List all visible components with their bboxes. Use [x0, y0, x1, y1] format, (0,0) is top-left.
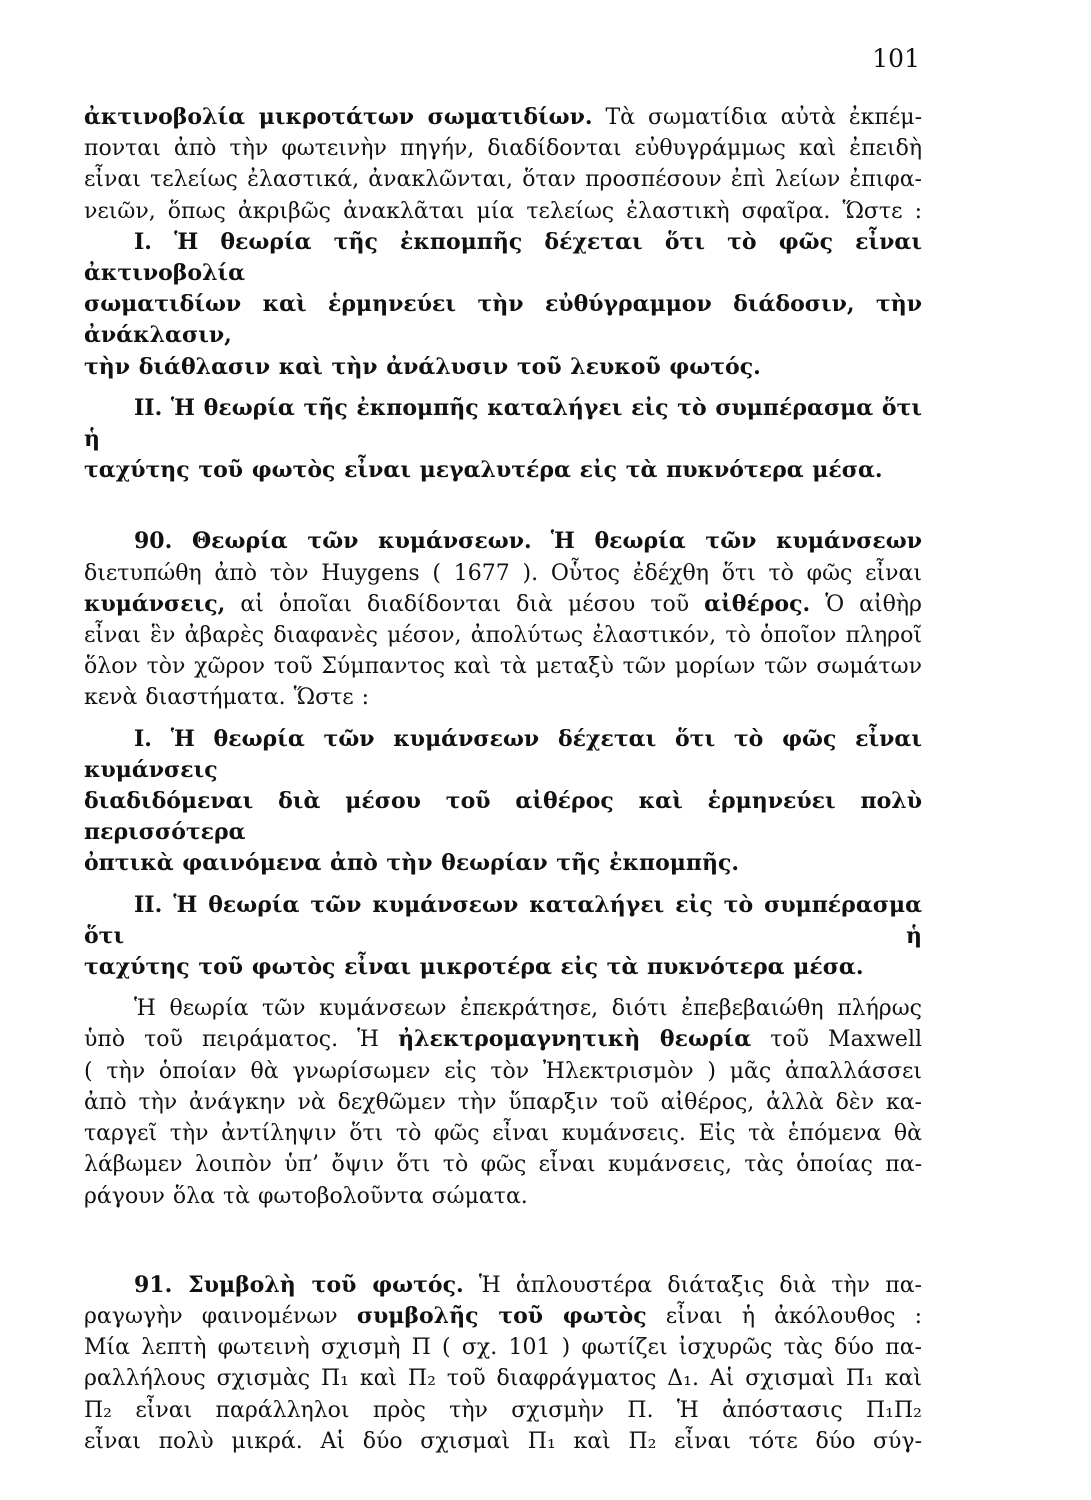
text-line: εἶναι τελείως ἐλαστικά, ἀνακλῶνται, ὅταν προσπέσουν ἐπὶ λείων ἐπιφα- [84, 167, 922, 193]
page-text [84, 102, 922, 1457]
text-line: πονται ἀπὸ τὴν φωτεινὴν πηγήν, διαδίδονται εὐθυγράμμως καὶ ἐπειδὴ [84, 136, 922, 162]
emission-point-1-line: σωματιδίων καὶ ἑρμηνεύει τὴν εὐθύγραμμον διάδοσιν, τὴν ἀνάκλασιν, [84, 291, 922, 349]
text-line: ἀκτινοβολία μικροτάτων σωματιδίων. Τὰ σωματίδια αὐτὰ ἐκπέμ- [84, 104, 922, 130]
section-heading: 91. Συμβολὴ τοῦ φωτός. [134, 1271, 464, 1298]
bold-term: κυμάνσεις, [84, 590, 226, 617]
text-line: κενὰ διαστήματα. Ὥστε : [84, 685, 370, 711]
emission-point-1-line: Ι. Ἡ θεωρία τῆς ἐκπομπῆς δέχεται ὅτι τὸ φῶς εἶναι ἀκτινοβολία [84, 228, 922, 287]
text-line: εἶναι πολὺ μικρά. Αἱ δύο σχισμαὶ Π₁ καὶ Π₂ εἶναι τότε δύο σύγ- [84, 1428, 922, 1454]
text-line: λάβωμεν λοιπὸν ὑπ’ ὄψιν ὅτι τὸ φῶς εἶναι κυμάνσεις, τὰς ὁποίας πα- [84, 1152, 922, 1178]
section-heading: 90. Θεωρία τῶν κυμάνσεων. [134, 528, 532, 555]
bold-term: ἀκτινοβολία μικροτάτων σωματιδίων. [84, 104, 593, 130]
text-line: Ἡ θεωρία τῶν κυμάνσεων ἐπεκράτησε, διότι ἐπεβεβαιώθη πλήρως [134, 996, 922, 1022]
wave-point-2-line: ταχύτης τοῦ φωτὸς εἶναι μικροτέρα εἰς τὰ πυκνότερα μέσα. [84, 954, 864, 981]
text-line: εἶναι ἓν ἀβαρὲς διαφανὲς μέσον, ἀπολύτως ἐλαστικόν, τὸ ὁποῖον πληροῖ [84, 623, 922, 649]
text-line: Μία λεπτὴ φωτεινὴ σχισμὴ Π ( σχ. 101 ) φωτίζει ἰσχυρῶς τὰς δύο πα- [84, 1335, 922, 1361]
text-line: κυμάνσεις, αἱ ὁποῖαι διαδίδονται διὰ μέσου τοῦ αἰθέρος. Ὁ αἰθὴρ [84, 590, 922, 617]
text-line: ραλλήλους σχισμὰς Π₁ καὶ Π₂ τοῦ διαφράγματος Δ₁. Αἱ σχισμαὶ Π₁ καὶ [84, 1366, 922, 1392]
section-90-heading-line: 90. Θεωρία τῶν κυμάνσεων. Ἡ θεωρία τῶν κυμάνσεων [134, 528, 923, 555]
text-line: ραγωγὴν φαινομένων συμβολῆς τοῦ φωτὸς εἶναι ἡ ἀκόλουθος : [84, 1302, 922, 1329]
text-line: ταργεῖ τὴν ἀντίληψιν ὅτι τὸ φῶς εἶναι κυμάνσεις. Εἰς τὰ ἑπόμενα θὰ [84, 1121, 922, 1147]
wave-point-1-line: ὀπτικὰ φαινόμενα ἀπὸ τὴν θεωρίαν τῆς ἐκπομπῆς. [84, 850, 740, 877]
text-line: ἀπὸ τὴν ἀνάγκην νὰ δεχθῶμεν τὴν ὕπαρξιν τοῦ αἰθέρος, ἀλλὰ δὲν κα- [84, 1089, 922, 1115]
bold-term: ἠλεκτρομαγνητικὴ θεωρία [398, 1026, 752, 1053]
emission-point-2-line: ΙΙ. Ἡ θεωρία τῆς ἐκπομπῆς καταλήγει εἰς τὸ συμπέρασμα ὅτι ἡ [84, 394, 922, 453]
emission-point-1-line: τὴν διάθλασιν καὶ τὴν ἀνάλυσιν τοῦ λευκοῦ φωτός. [84, 353, 761, 380]
emission-point-2-line: ταχύτης τοῦ φωτὸς εἶναι μεγαλυτέρα εἰς τὰ πυκνότερα μέσα. [84, 457, 883, 484]
text-line: ὅλον τὸν χῶρον τοῦ Σύμπαντος καὶ τὰ μεταξὺ τῶν μορίων τῶν σωμάτων [84, 654, 922, 680]
text-line: νειῶν, ὅπως ἀκριβῶς ἀνακλᾶται μία τελείως ἐλαστικὴ σφαῖρα. Ὥστε : [84, 198, 922, 224]
page-number: 101 [872, 44, 920, 73]
section-91-heading-line: 91. Συμβολὴ τοῦ φωτός. Ἡ ἁπλουστέρα διάταξις διὰ τὴν πα- [134, 1271, 922, 1298]
wave-point-1-line: διαδιδόμεναι διὰ μέσου τοῦ αἰθέρος καὶ ἑρμηνεύει πολὺ περισσότερα [84, 788, 922, 846]
text-line: διετυπώθη ἀπὸ τὸν Huygens ( 1677 ). Οὗτος ἐδέχθη ὅτι τὸ φῶς εἶναι [84, 560, 922, 586]
text-line: Π₂ εἶναι παράλληλοι πρὸς τὴν σχισμὴν Π. Ἡ ἀπόστασις Π₁Π₂ [84, 1397, 922, 1423]
wave-point-2-line: ΙΙ. Ἡ θεωρία τῶν κυμάνσεων καταλήγει εἰς τὸ συμπέρασμα ὅτι ἡ [84, 891, 922, 949]
bold-term: συμβολῆς τοῦ φωτὸς [356, 1302, 647, 1329]
text-line: ράγουν ὅλα τὰ φωτοβολοῦντα σώματα. [84, 1183, 528, 1209]
text-line: ( τὴν ὁποίαν θὰ γνωρίσωμεν εἰς τὸν Ἠλεκτρισμὸν ) μᾶς ἀπαλλάσσει [84, 1058, 922, 1084]
bold-term: αἰθέρος. [704, 590, 811, 617]
wave-point-1-line: Ι. Ἡ θεωρία τῶν κυμάνσεων δέχεται ὅτι τὸ φῶς εἶναι κυμάνσεις [84, 725, 922, 783]
text-line: ὑπὸ τοῦ πειράματος. Ἡ ἠλεκτρομαγνητικὴ θεωρία τοῦ Maxwell [84, 1026, 923, 1053]
